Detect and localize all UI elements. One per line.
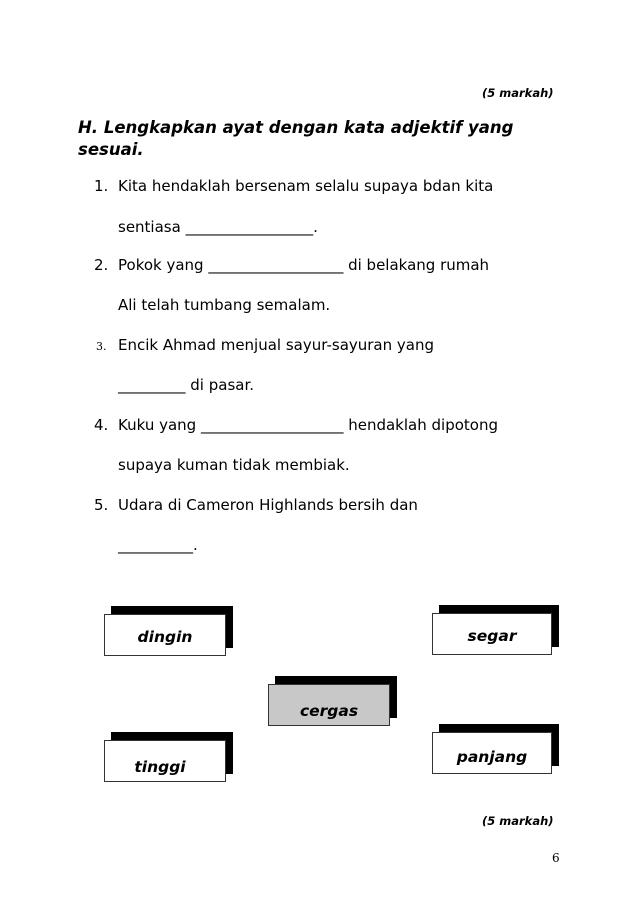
word-box-cergas [268, 684, 390, 726]
question-5-line-1: Udara di Cameron Highlands bersih dan [118, 496, 418, 514]
word-box-dingin [104, 614, 226, 656]
question-4-line-2: supaya kuman tidak membiak. [118, 456, 350, 474]
question-1-number: 1. [94, 177, 109, 195]
question-5-line-2: __________. [118, 536, 198, 554]
page-number: 6 [552, 851, 560, 865]
question-1-line-1: Kita hendaklah bersenam selalu supaya bdan kita [118, 177, 494, 195]
word-dingin: dingin [137, 628, 193, 646]
question-5-number: 5. [94, 496, 109, 514]
question-4-line-1: Kuku yang ___________________ hendaklah dipotong [118, 416, 498, 434]
marks-label-top: (5 markah) [482, 86, 554, 100]
question-2-line-1: Pokok yang __________________ di belakang rumah [118, 256, 490, 274]
word-segar: segar [467, 627, 517, 645]
question-3-line-1: Encik Ahmad menjual sayur-sayuran yang [118, 336, 434, 354]
question-3-number: 3. [96, 340, 107, 353]
word-cergas: cergas [299, 702, 359, 720]
word-box-segar [432, 613, 552, 655]
question-4-number: 4. [94, 416, 109, 434]
word-tinggi: tinggi [134, 758, 186, 776]
word-panjang: panjang [456, 748, 528, 766]
word-box-panjang [432, 732, 552, 774]
question-3-line-2: _________ di pasar. [118, 376, 255, 394]
question-2-number: 2. [94, 256, 109, 274]
section-heading: H. Lengkapkan ayat dengan kata adjektif yang sesuai. [78, 118, 514, 159]
marks-label-bottom: (5 markah) [482, 814, 554, 828]
word-box-tinggi [104, 740, 226, 782]
question-1-line-2: sentiasa _________________. [118, 218, 318, 236]
question-2-line-2: Ali telah tumbang semalam. [118, 296, 331, 314]
